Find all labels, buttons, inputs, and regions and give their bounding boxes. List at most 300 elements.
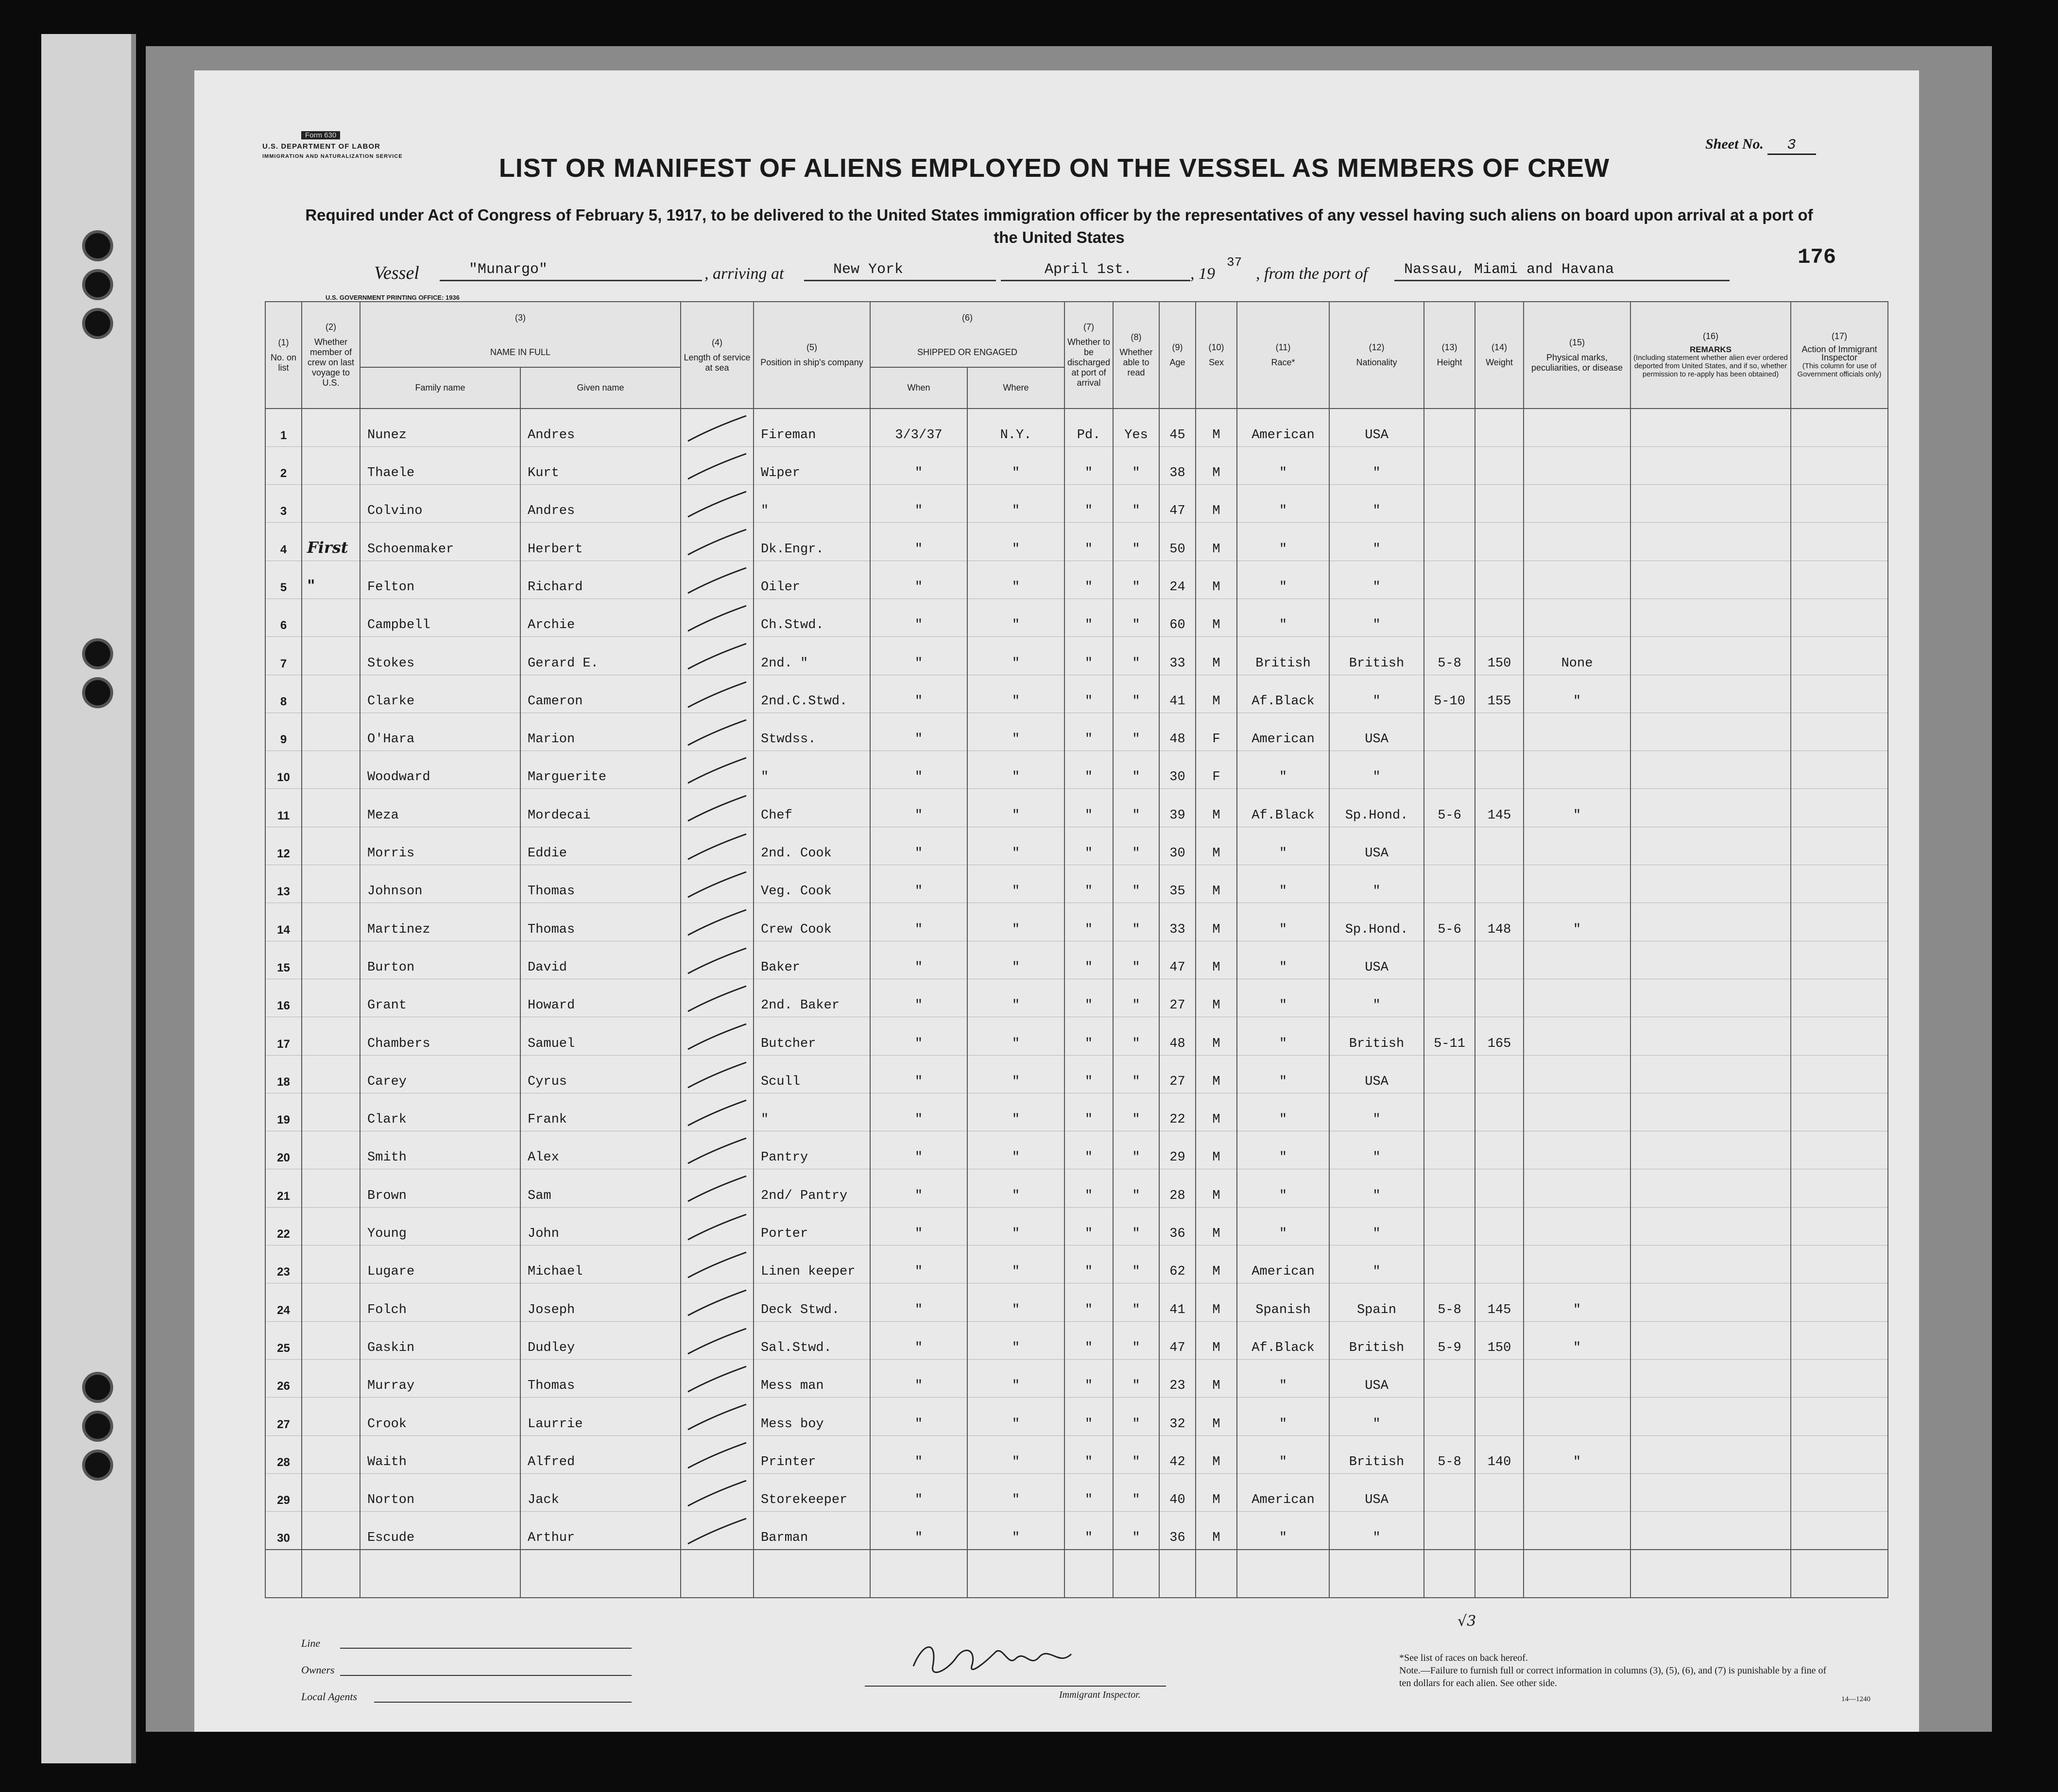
previous-voyage: " bbox=[302, 561, 360, 598]
race: " bbox=[1237, 1017, 1329, 1055]
table-row bbox=[265, 979, 1888, 1017]
binder-hole bbox=[85, 1375, 110, 1400]
race: " bbox=[1237, 941, 1329, 979]
previous-voyage bbox=[302, 1246, 360, 1283]
physical-marks bbox=[1524, 561, 1630, 598]
sex: F bbox=[1196, 713, 1237, 751]
remarks bbox=[1630, 1169, 1791, 1207]
position: 2nd. Baker bbox=[754, 979, 870, 1017]
previous-voyage bbox=[302, 1207, 360, 1245]
document-number: 176 bbox=[1798, 245, 1836, 270]
row-number: 21 bbox=[265, 1169, 302, 1207]
age: 50 bbox=[1159, 523, 1196, 561]
age: 48 bbox=[1159, 713, 1196, 751]
service-length-tick bbox=[681, 941, 754, 979]
table-row bbox=[265, 1283, 1888, 1321]
given-name: Joseph bbox=[520, 1283, 681, 1321]
shipped-when: " bbox=[870, 523, 967, 561]
family-name: Stokes bbox=[360, 637, 520, 675]
age: 42 bbox=[1159, 1435, 1196, 1473]
given-name: Thomas bbox=[520, 903, 681, 941]
weight bbox=[1475, 523, 1524, 561]
physical-marks bbox=[1524, 409, 1630, 446]
col-remarks-header: (16) REMARKS (Including statement whether alien ever ordered deported from United States, and if so, whether permission to re-apply has been obtained) bbox=[1630, 302, 1791, 409]
race: " bbox=[1237, 598, 1329, 636]
able-to-read: " bbox=[1113, 1359, 1159, 1397]
row-number: 15 bbox=[265, 941, 302, 979]
physical-marks: " bbox=[1524, 675, 1630, 713]
position: Stwdss. bbox=[754, 713, 870, 751]
inspector-action bbox=[1791, 485, 1888, 523]
sex: M bbox=[1196, 789, 1237, 827]
race: " bbox=[1237, 1359, 1329, 1397]
blank-cell bbox=[302, 1550, 360, 1598]
remarks bbox=[1630, 1398, 1791, 1435]
physical-marks bbox=[1524, 485, 1630, 523]
failure-note: Note.—Failure to furnish full or correct information in columns (3), (5), (6), and (7) is punishable by a fine of ten dollars for each alien. See other side. bbox=[1399, 1665, 1827, 1689]
row-number: 28 bbox=[265, 1435, 302, 1473]
physical-marks bbox=[1524, 827, 1630, 865]
discharged: " bbox=[1064, 713, 1113, 751]
previous-voyage bbox=[302, 713, 360, 751]
able-to-read: " bbox=[1113, 1017, 1159, 1055]
shipped-when: " bbox=[870, 865, 967, 903]
able-to-read: " bbox=[1113, 523, 1159, 561]
nationality: " bbox=[1329, 561, 1424, 598]
age: 47 bbox=[1159, 941, 1196, 979]
previous-voyage bbox=[302, 827, 360, 865]
age: 29 bbox=[1159, 1131, 1196, 1169]
previous-voyage bbox=[302, 446, 360, 484]
remarks bbox=[1630, 1473, 1791, 1511]
able-to-read: " bbox=[1113, 446, 1159, 484]
given-name: Andres bbox=[520, 409, 681, 446]
shipped-when: " bbox=[870, 979, 967, 1017]
binder-hole bbox=[85, 1452, 110, 1478]
shipped-when: " bbox=[870, 1359, 967, 1397]
col-sex-header: (10) Sex bbox=[1196, 302, 1237, 409]
family-name: Meza bbox=[360, 789, 520, 827]
previous-voyage bbox=[302, 1131, 360, 1169]
weight bbox=[1475, 865, 1524, 903]
sex: M bbox=[1196, 637, 1237, 675]
physical-marks bbox=[1524, 1055, 1630, 1093]
able-to-read: " bbox=[1113, 713, 1159, 751]
physical-marks bbox=[1524, 1246, 1630, 1283]
position: Oiler bbox=[754, 561, 870, 598]
race: " bbox=[1237, 1169, 1329, 1207]
discharged: " bbox=[1064, 561, 1113, 598]
row-number: 16 bbox=[265, 979, 302, 1017]
table-row bbox=[265, 561, 1888, 598]
blank-cell bbox=[1424, 1550, 1475, 1598]
table-row bbox=[265, 1246, 1888, 1283]
remarks bbox=[1630, 941, 1791, 979]
race: Af.Black bbox=[1237, 789, 1329, 827]
physical-marks bbox=[1524, 751, 1630, 789]
nationality: Spain bbox=[1329, 1283, 1424, 1321]
physical-marks bbox=[1524, 941, 1630, 979]
shipped-where: " bbox=[967, 1283, 1064, 1321]
shipped-when: " bbox=[870, 1473, 967, 1511]
shipped-where: " bbox=[967, 903, 1064, 941]
position: Wiper bbox=[754, 446, 870, 484]
row-number: 17 bbox=[265, 1017, 302, 1055]
given-name: Eddie bbox=[520, 827, 681, 865]
col-weight-header: (14) Weight bbox=[1475, 302, 1524, 409]
sex: M bbox=[1196, 1093, 1237, 1131]
col-shipped-number: (6) bbox=[870, 302, 1064, 338]
height bbox=[1424, 1207, 1475, 1245]
physical-marks bbox=[1524, 446, 1630, 484]
table-row bbox=[265, 713, 1888, 751]
inspector-action bbox=[1791, 1207, 1888, 1245]
owners-field bbox=[340, 1675, 632, 1676]
sex: M bbox=[1196, 523, 1237, 561]
physical-marks bbox=[1524, 1131, 1630, 1169]
remarks bbox=[1630, 1093, 1791, 1131]
height bbox=[1424, 827, 1475, 865]
service-length-tick bbox=[681, 865, 754, 903]
physical-marks bbox=[1524, 523, 1630, 561]
given-name: Jack bbox=[520, 1473, 681, 1511]
physical-marks bbox=[1524, 1512, 1630, 1550]
service-length-tick bbox=[681, 1435, 754, 1473]
shipped-where: " bbox=[967, 1398, 1064, 1435]
row-number: 22 bbox=[265, 1207, 302, 1245]
weight: 150 bbox=[1475, 637, 1524, 675]
race: " bbox=[1237, 446, 1329, 484]
weight bbox=[1475, 1169, 1524, 1207]
race: American bbox=[1237, 1246, 1329, 1283]
remarks bbox=[1630, 637, 1791, 675]
previous-voyage bbox=[302, 1359, 360, 1397]
sex: M bbox=[1196, 1435, 1237, 1473]
sex: M bbox=[1196, 1169, 1237, 1207]
shipped-where: " bbox=[967, 827, 1064, 865]
shipped-where: " bbox=[967, 485, 1064, 523]
shipped-when: " bbox=[870, 561, 967, 598]
service-length-tick bbox=[681, 1055, 754, 1093]
age: 28 bbox=[1159, 1169, 1196, 1207]
service-length-tick bbox=[681, 409, 754, 446]
height: 5-8 bbox=[1424, 1283, 1475, 1321]
service-length-tick bbox=[681, 561, 754, 598]
physical-marks: None bbox=[1524, 637, 1630, 675]
shipped-where: " bbox=[967, 1512, 1064, 1550]
col-read-header: (8) Whether able to read bbox=[1113, 302, 1159, 409]
nationality: " bbox=[1329, 1093, 1424, 1131]
height: 5-10 bbox=[1424, 675, 1475, 713]
previous-voyage: First bbox=[302, 523, 360, 561]
sheet-label: Sheet No. bbox=[1705, 136, 1764, 152]
age: 45 bbox=[1159, 409, 1196, 446]
table-row bbox=[265, 637, 1888, 675]
binder-hole bbox=[85, 680, 110, 705]
family-name: Waith bbox=[360, 1435, 520, 1473]
able-to-read: " bbox=[1113, 751, 1159, 789]
row-number: 12 bbox=[265, 827, 302, 865]
weight bbox=[1475, 409, 1524, 446]
table-row bbox=[265, 1435, 1888, 1473]
able-to-read: " bbox=[1113, 1055, 1159, 1093]
sex: M bbox=[1196, 561, 1237, 598]
weight: 140 bbox=[1475, 1435, 1524, 1473]
inspector-action bbox=[1791, 446, 1888, 484]
col-name-title: NAME IN FULL bbox=[360, 338, 681, 367]
table-row bbox=[265, 446, 1888, 484]
row-number: 30 bbox=[265, 1512, 302, 1550]
physical-marks bbox=[1524, 1207, 1630, 1245]
nationality: " bbox=[1329, 1512, 1424, 1550]
shipped-where: " bbox=[967, 675, 1064, 713]
shipped-where: " bbox=[967, 1169, 1064, 1207]
table-row bbox=[265, 1169, 1888, 1207]
able-to-read: " bbox=[1113, 561, 1159, 598]
service-length-tick bbox=[681, 485, 754, 523]
weight bbox=[1475, 598, 1524, 636]
sex: M bbox=[1196, 1207, 1237, 1245]
table-header bbox=[265, 302, 1888, 409]
discharged: " bbox=[1064, 1512, 1113, 1550]
inspector-action bbox=[1791, 1473, 1888, 1511]
height bbox=[1424, 1512, 1475, 1550]
service-length-tick bbox=[681, 1207, 754, 1245]
blank-cell bbox=[520, 1550, 681, 1598]
sex: M bbox=[1196, 1512, 1237, 1550]
inspector-action bbox=[1791, 1017, 1888, 1055]
family-name: O'Hara bbox=[360, 713, 520, 751]
service-length-tick bbox=[681, 1246, 754, 1283]
position: Barman bbox=[754, 1512, 870, 1550]
height bbox=[1424, 598, 1475, 636]
given-name: Thomas bbox=[520, 1359, 681, 1397]
previous-voyage bbox=[302, 1093, 360, 1131]
weight bbox=[1475, 561, 1524, 598]
shipped-where: " bbox=[967, 979, 1064, 1017]
sex: M bbox=[1196, 1321, 1237, 1359]
table-row bbox=[265, 1017, 1888, 1055]
weight bbox=[1475, 1359, 1524, 1397]
height bbox=[1424, 1473, 1475, 1511]
nationality: British bbox=[1329, 1321, 1424, 1359]
age: 41 bbox=[1159, 675, 1196, 713]
nationality: " bbox=[1329, 979, 1424, 1017]
physical-marks bbox=[1524, 979, 1630, 1017]
shipped-where: " bbox=[967, 1246, 1064, 1283]
inspector-action bbox=[1791, 827, 1888, 865]
discharged: " bbox=[1064, 1473, 1113, 1511]
race: " bbox=[1237, 1093, 1329, 1131]
race: " bbox=[1237, 751, 1329, 789]
age: 33 bbox=[1159, 903, 1196, 941]
discharged: " bbox=[1064, 903, 1113, 941]
line-field bbox=[340, 1648, 632, 1649]
able-to-read: " bbox=[1113, 1169, 1159, 1207]
previous-voyage bbox=[302, 979, 360, 1017]
family-name: Johnson bbox=[360, 865, 520, 903]
remarks bbox=[1630, 903, 1791, 941]
family-name: Schoenmaker bbox=[360, 523, 520, 561]
shipped-when: " bbox=[870, 751, 967, 789]
service-length-tick bbox=[681, 1169, 754, 1207]
binder-hole bbox=[85, 311, 110, 336]
nationality: " bbox=[1329, 485, 1424, 523]
row-number: 20 bbox=[265, 1131, 302, 1169]
discharged: " bbox=[1064, 1398, 1113, 1435]
inspector-signature bbox=[904, 1632, 1088, 1688]
weight bbox=[1475, 1473, 1524, 1511]
physical-marks: " bbox=[1524, 903, 1630, 941]
vessel-name: "Munargo" bbox=[440, 261, 702, 281]
physical-marks bbox=[1524, 1473, 1630, 1511]
nationality: " bbox=[1329, 751, 1424, 789]
physical-marks bbox=[1524, 1017, 1630, 1055]
shipped-where: " bbox=[967, 1321, 1064, 1359]
age: 30 bbox=[1159, 751, 1196, 789]
service-length-tick bbox=[681, 637, 754, 675]
family-name: Folch bbox=[360, 1283, 520, 1321]
remarks bbox=[1630, 1435, 1791, 1473]
table-row bbox=[265, 1321, 1888, 1359]
row-number: 23 bbox=[265, 1246, 302, 1283]
family-name: Carey bbox=[360, 1055, 520, 1093]
inspector-action bbox=[1791, 637, 1888, 675]
sex: M bbox=[1196, 1246, 1237, 1283]
race: " bbox=[1237, 1512, 1329, 1550]
year-prefix: , 19 bbox=[1190, 265, 1215, 283]
weight: 148 bbox=[1475, 903, 1524, 941]
previous-voyage bbox=[302, 941, 360, 979]
discharged: " bbox=[1064, 789, 1113, 827]
race: " bbox=[1237, 523, 1329, 561]
remarks bbox=[1630, 1017, 1791, 1055]
table-row bbox=[265, 523, 1888, 561]
family-name: Young bbox=[360, 1207, 520, 1245]
previous-voyage bbox=[302, 1017, 360, 1055]
family-name: Morris bbox=[360, 827, 520, 865]
physical-marks: " bbox=[1524, 1435, 1630, 1473]
owners-label: Owners bbox=[301, 1664, 335, 1676]
blank-cell bbox=[360, 1550, 520, 1598]
able-to-read: " bbox=[1113, 1321, 1159, 1359]
signature-scribble bbox=[904, 1632, 1088, 1686]
race: " bbox=[1237, 979, 1329, 1017]
race: " bbox=[1237, 1435, 1329, 1473]
family-name: Escude bbox=[360, 1512, 520, 1550]
shipped-when: " bbox=[870, 1512, 967, 1550]
service-name: IMMIGRATION AND NATURALIZATION SERVICE bbox=[262, 154, 403, 159]
weight bbox=[1475, 1246, 1524, 1283]
age: 27 bbox=[1159, 979, 1196, 1017]
shipped-when: " bbox=[870, 598, 967, 636]
service-length-tick bbox=[681, 446, 754, 484]
age: 35 bbox=[1159, 865, 1196, 903]
blank-cell bbox=[870, 1550, 967, 1598]
race: Spanish bbox=[1237, 1283, 1329, 1321]
row-number: 9 bbox=[265, 713, 302, 751]
blank-cell bbox=[967, 1550, 1064, 1598]
row-number: 26 bbox=[265, 1359, 302, 1397]
remarks bbox=[1630, 485, 1791, 523]
row-number: 4 bbox=[265, 523, 302, 561]
able-to-read: " bbox=[1113, 1093, 1159, 1131]
col-family-name-header: Family name bbox=[360, 367, 520, 409]
local-agents-label: Local Agents bbox=[301, 1690, 358, 1703]
discharged: " bbox=[1064, 446, 1113, 484]
shipped-when: " bbox=[870, 1169, 967, 1207]
binder-hole bbox=[85, 272, 110, 297]
service-length-tick bbox=[681, 751, 754, 789]
col-inspector-action-header: (17) Action of Immigrant Inspector (This column for use of Government officials only) bbox=[1791, 302, 1888, 409]
sex: F bbox=[1196, 751, 1237, 789]
row-number: 14 bbox=[265, 903, 302, 941]
age: 47 bbox=[1159, 1321, 1196, 1359]
sex: M bbox=[1196, 409, 1237, 446]
blank-cell bbox=[754, 1550, 870, 1598]
inspector-action bbox=[1791, 979, 1888, 1017]
physical-marks bbox=[1524, 1093, 1630, 1131]
discharged: " bbox=[1064, 1131, 1113, 1169]
arriving-port: New York bbox=[804, 261, 996, 281]
height bbox=[1424, 941, 1475, 979]
position: Butcher bbox=[754, 1017, 870, 1055]
age: 24 bbox=[1159, 561, 1196, 598]
blank-cell bbox=[1475, 1550, 1524, 1598]
previous-voyage bbox=[302, 789, 360, 827]
arrival-date: April 1st. bbox=[1001, 261, 1190, 281]
height bbox=[1424, 409, 1475, 446]
shipped-when: " bbox=[870, 485, 967, 523]
shipped-where: " bbox=[967, 941, 1064, 979]
table-row bbox=[265, 485, 1888, 523]
department-name: U.S. DEPARTMENT OF LABOR bbox=[262, 142, 380, 151]
shipped-when: 3/3/37 bbox=[870, 409, 967, 446]
age: 33 bbox=[1159, 637, 1196, 675]
height bbox=[1424, 713, 1475, 751]
position: Deck Stwd. bbox=[754, 1283, 870, 1321]
able-to-read: " bbox=[1113, 827, 1159, 865]
previous-voyage bbox=[302, 1473, 360, 1511]
row-number: 3 bbox=[265, 485, 302, 523]
weight bbox=[1475, 713, 1524, 751]
inspector-action bbox=[1791, 1321, 1888, 1359]
remarks bbox=[1630, 751, 1791, 789]
col-when-header: When bbox=[870, 367, 967, 409]
col-physical-marks-header: (15) Physical marks, peculiarities, or disease bbox=[1524, 302, 1630, 409]
weight: 145 bbox=[1475, 789, 1524, 827]
discharged: " bbox=[1064, 865, 1113, 903]
previous-voyage bbox=[302, 485, 360, 523]
shipped-when: " bbox=[870, 1131, 967, 1169]
service-length-tick bbox=[681, 523, 754, 561]
row-number: 18 bbox=[265, 1055, 302, 1093]
blank-cell bbox=[1630, 1550, 1791, 1598]
shipped-where: " bbox=[967, 865, 1064, 903]
sex: M bbox=[1196, 485, 1237, 523]
blank-cell bbox=[265, 1550, 302, 1598]
height bbox=[1424, 1359, 1475, 1397]
service-length-tick bbox=[681, 1321, 754, 1359]
shipped-when: " bbox=[870, 941, 967, 979]
position: Crew Cook bbox=[754, 903, 870, 941]
height bbox=[1424, 523, 1475, 561]
position: 2nd/ Pantry bbox=[754, 1169, 870, 1207]
shipped-where: " bbox=[967, 1473, 1064, 1511]
nationality: Sp.Hond. bbox=[1329, 903, 1424, 941]
table-row bbox=[265, 598, 1888, 636]
given-name: Alfred bbox=[520, 1435, 681, 1473]
